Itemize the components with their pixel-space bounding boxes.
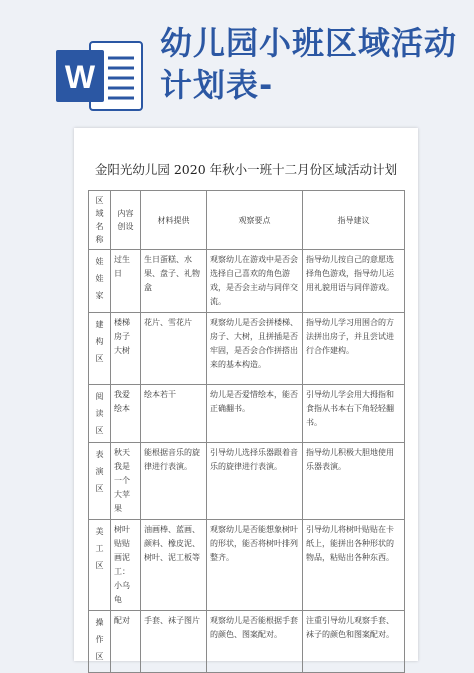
- cell-content: 树叶贴贴画泥工：小乌龟: [111, 520, 141, 611]
- cell-materials: 生日蛋糕、水果、盘子、礼物盒: [141, 250, 207, 313]
- table-row: [89, 520, 405, 611]
- cell-materials: 花片、雪花片: [141, 313, 207, 385]
- table-row: [89, 443, 405, 520]
- table-row: [89, 250, 405, 313]
- header-guidance: 指导建议: [303, 191, 405, 250]
- cell-guidance: 指导幼儿学习用围合的方法拼出房子，并且尝试进行合作建构。: [303, 313, 405, 385]
- cell-content: 配对: [111, 611, 141, 673]
- document-title: 金阳光幼儿园 2020 年秋小一班十二月份区域活动计划: [94, 162, 398, 177]
- cell-area: 建构区: [89, 313, 111, 385]
- banner: [0, 0, 474, 130]
- cell-guidance: 引导幼儿将树叶贴贴在卡纸上，能拼出各种形状的物品，粘贴出各种东西。: [303, 520, 405, 611]
- cell-guidance: 指导幼儿积极大胆地使用乐器表演。: [303, 443, 405, 520]
- word-document-icon: [52, 36, 148, 116]
- cell-materials: 绘本若干: [141, 385, 207, 443]
- cell-content: 秋天我是一个大苹果: [111, 443, 141, 520]
- table-row: [89, 313, 405, 385]
- cell-area: 美工区: [89, 520, 111, 611]
- cell-area: 娃娃家: [89, 250, 111, 313]
- cell-materials: 能根据音乐的旋律进行表演。: [141, 443, 207, 520]
- header-observation: 观察要点: [207, 191, 303, 250]
- header-content: 内容创设: [111, 191, 141, 250]
- cell-observation: 引导幼儿选择乐器跟着音乐的旋律进行表演。: [207, 443, 303, 520]
- cell-guidance: 引导幼儿学会用大拇指和食指从书本右下角轻轻翻书。: [303, 385, 405, 443]
- cell-area: 阅读区: [89, 385, 111, 443]
- cell-content: 我爱绘本: [111, 385, 141, 443]
- table-header-row: [89, 191, 405, 250]
- cell-materials: 手套、袜子图片: [141, 611, 207, 673]
- document-page: [74, 128, 418, 661]
- cell-content: 过生日: [111, 250, 141, 313]
- cell-observation: 观察幼儿是否会拼楼梯、房子、大树，且拼插是否牢固，是否会合作拼搭出来的基本构造。: [207, 313, 303, 385]
- header-area: 区域名称: [89, 191, 111, 250]
- banner-title: 幼儿园小班区域活动计划表-: [160, 24, 458, 104]
- activity-plan-table: [88, 190, 405, 673]
- header-materials: 材料提供: [141, 191, 207, 250]
- cell-observation: 观察幼儿是否能想象树叶的形状，能否将树叶排列整齐。: [207, 520, 303, 611]
- cell-guidance: 注重引导幼儿观察手套、袜子的颜色和图案配对。: [303, 611, 405, 673]
- word-logo-letter: W: [64, 59, 96, 95]
- cell-observation: 观察幼儿在游戏中是否会选择自己喜欢的角色游戏，是否会主动与同伴交流。: [207, 250, 303, 313]
- cell-content: 楼梯房子大树: [111, 313, 141, 385]
- cell-observation: 幼儿是否爱惜绘本，能否正确翻书。: [207, 385, 303, 443]
- table-row: [89, 385, 405, 443]
- cell-observation: 观察幼儿是否能根据手套的颜色、图案配对。: [207, 611, 303, 673]
- cell-materials: 油画棒、蓝画、颜料、橡皮泥、树叶、泥工板等: [141, 520, 207, 611]
- cell-area: 表演区: [89, 443, 111, 520]
- cell-guidance: 指导幼儿按自己的意愿选择角色游戏，指导幼儿运用礼貌用语与同伴游戏。: [303, 250, 405, 313]
- table-row: [89, 611, 405, 673]
- cell-area: 操作区: [89, 611, 111, 673]
